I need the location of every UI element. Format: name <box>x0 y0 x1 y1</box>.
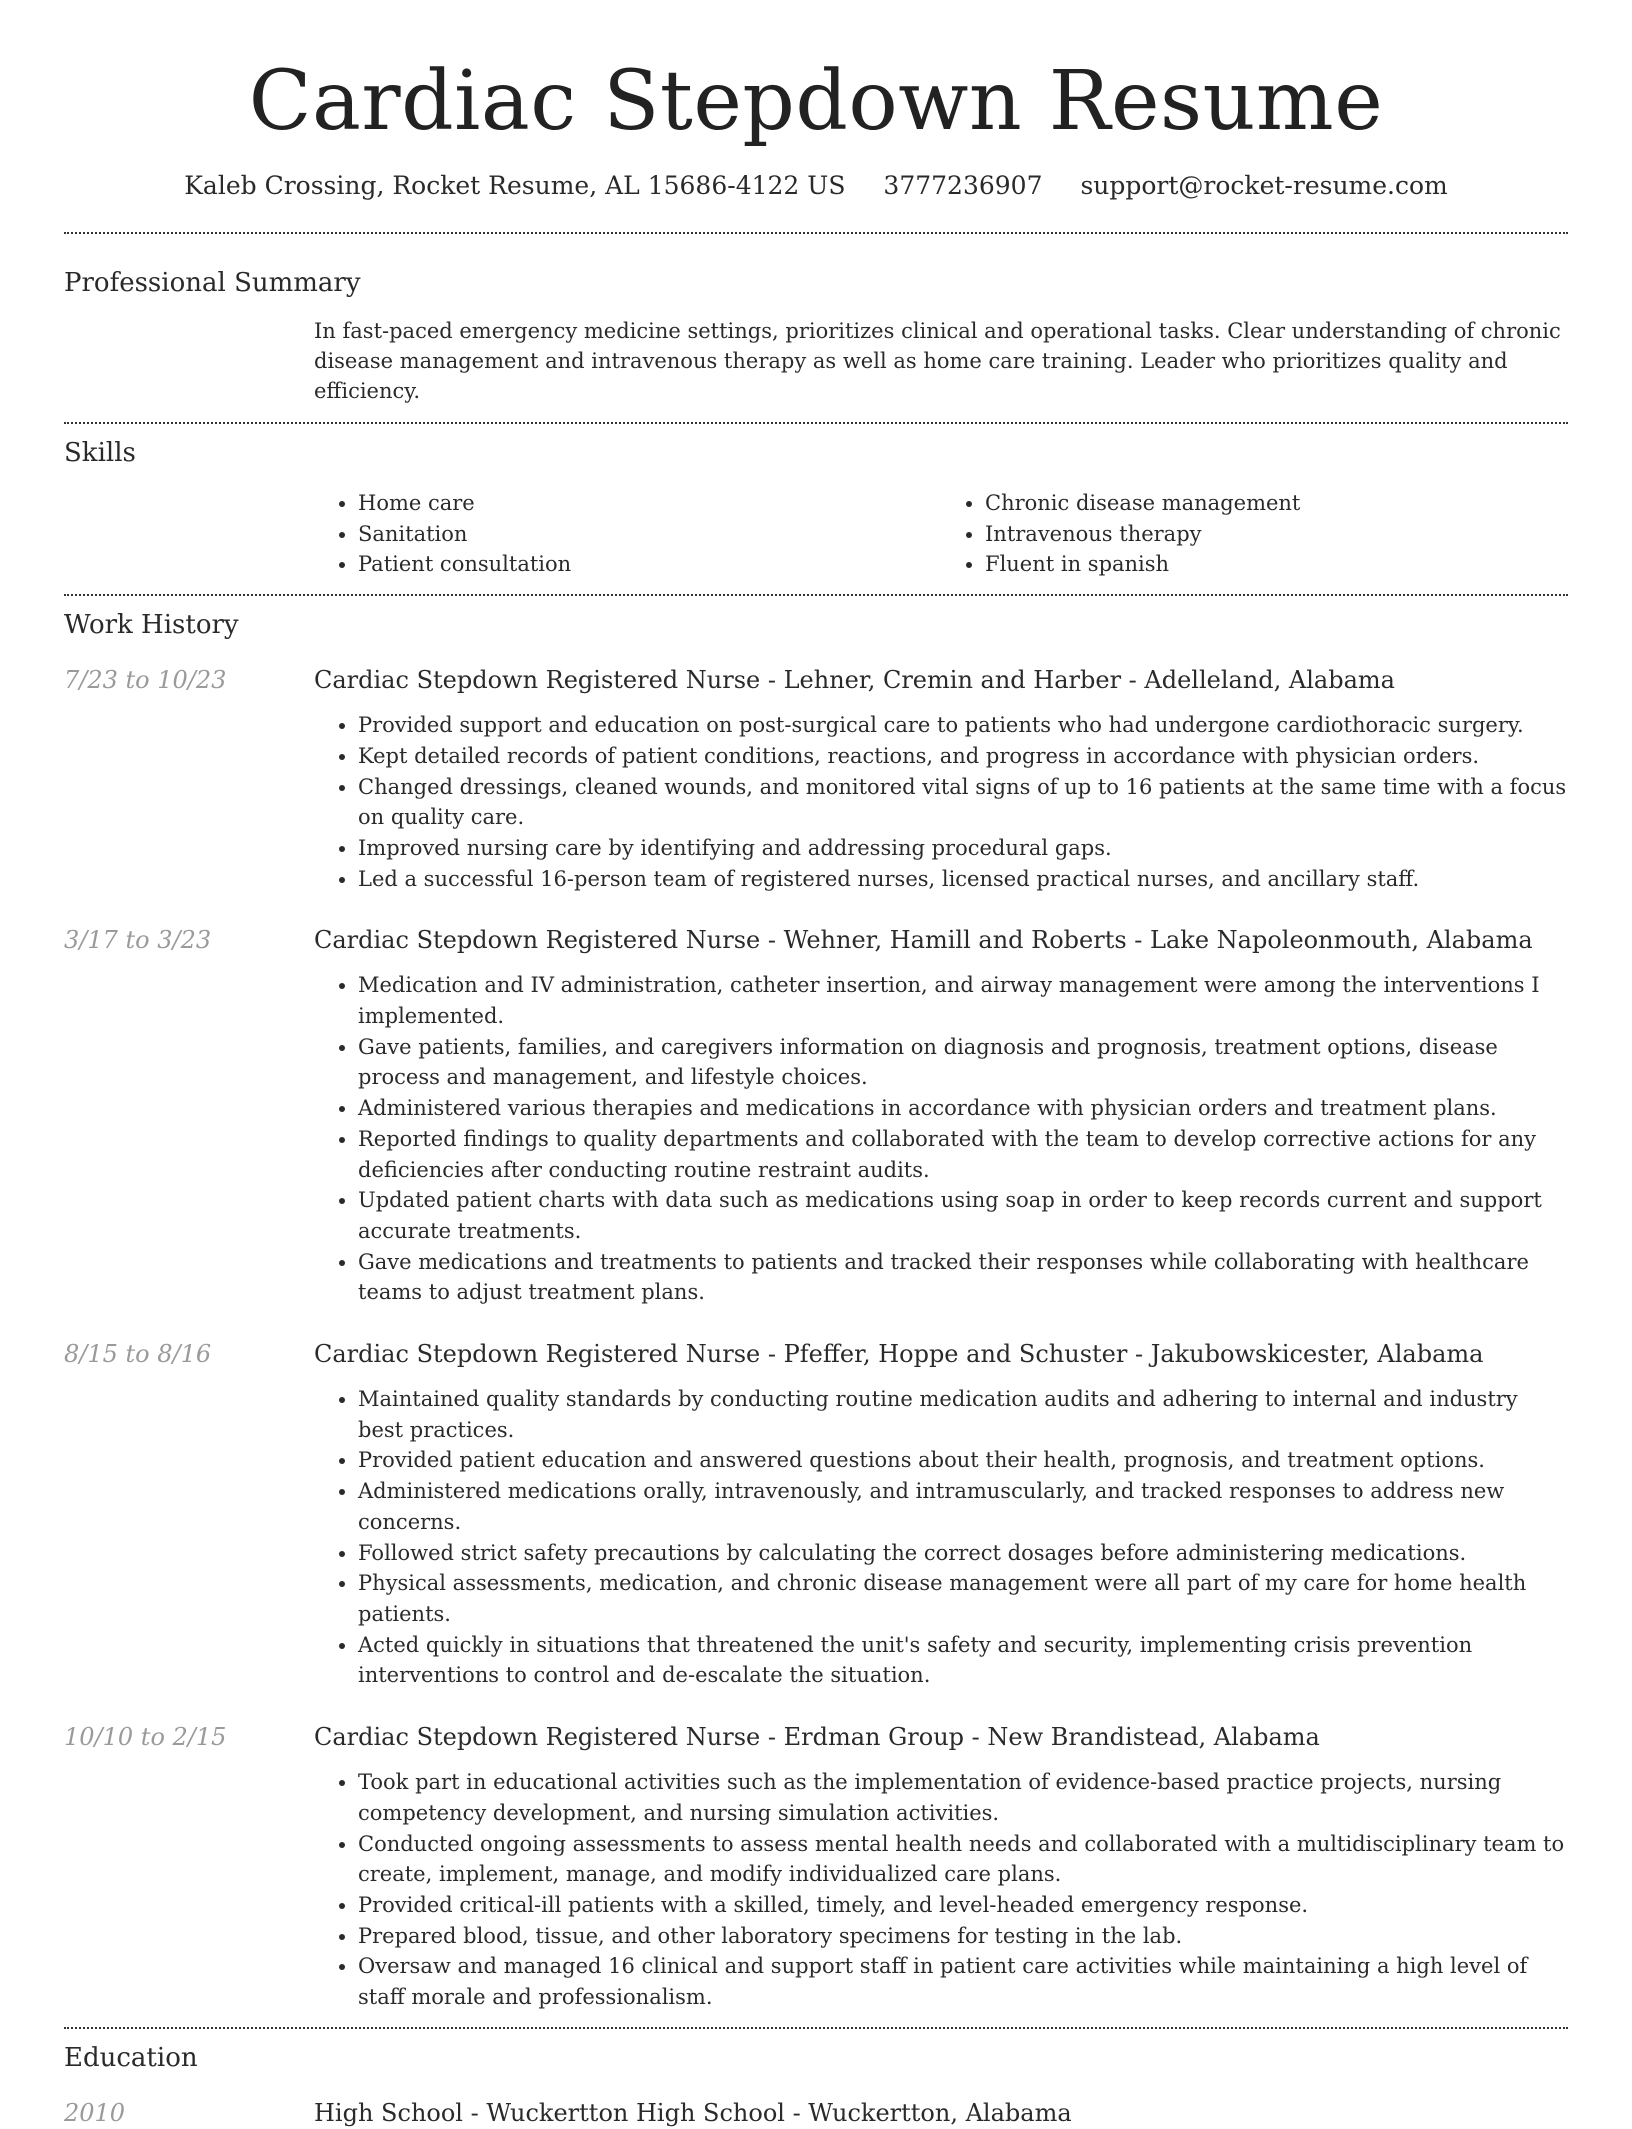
job-title: Cardiac Stepdown Registered Nurse - Wehner, Hamill and Roberts - Lake Napoleonmouth, Alabama <box>314 926 1533 955</box>
job-bullet: • Provided critical-ill patients with a skilled, timely, and level-headed emergency response. <box>358 1890 1568 1921</box>
job-dates: 3/17 to 3/23 <box>64 926 212 955</box>
skill-item: • Home care <box>358 488 941 519</box>
job-title: Cardiac Stepdown Registered Nurse - Lehner, Cremin and Harber - Adelleland, Alabama <box>314 666 1395 695</box>
job-bullets <box>314 710 1568 894</box>
job-bullet: • Maintained quality standards by conducting routine medication audits and adhering to internal and industry best practices. <box>358 1384 1568 1445</box>
job-entry <box>64 664 1568 894</box>
job-bullet: • Improved nursing care by identifying and addressing procedural gaps. <box>358 833 1568 864</box>
skill-item: • Intravenous therapy <box>985 519 1568 550</box>
contact-line <box>64 170 1568 202</box>
education-date: 2010 <box>64 2098 126 2127</box>
summary-text: In fast-paced emergency medicine settings, prioritizes clinical and operational tasks. Clear understanding of chronic disease management and intravenous therapy as well as home care training. Leader who prioritizes quality and efficiency. <box>314 319 1561 403</box>
job-bullets <box>314 1384 1568 1691</box>
contact-phone: 3777236907 <box>883 171 1043 200</box>
skills-section <box>64 436 1568 580</box>
skill-item: • Fluent in spanish <box>985 549 1568 580</box>
job-bullet: • Changed dressings, cleaned wounds, and monitored vital signs of up to 16 patients at the same time with a focus on quality care. <box>358 772 1568 833</box>
skill-item: • Sanitation <box>358 519 941 550</box>
job-bullet: • Reported findings to quality departments and collaborated with the team to develop corrective actions for any deficiencies after conducting routine restraint audits. <box>358 1124 1568 1185</box>
job-bullet: • Conducted ongoing assessments to assess mental health needs and collaborated with a multidisciplinary team to create, implement, manage, and modify individualized care plans. <box>358 1829 1568 1890</box>
job-header <box>64 664 1568 696</box>
job-bullet: • Administered medications orally, intravenously, and intramuscularly, and tracked responses to address new concerns. <box>358 1476 1568 1537</box>
job-bullet: • Kept detailed records of patient conditions, reactions, and progress in accordance with physician orders. <box>358 741 1568 772</box>
skill-item: • Patient consultation <box>358 549 941 580</box>
skills-column-right <box>941 488 1568 580</box>
section-divider <box>64 594 1568 596</box>
work-history-section <box>64 608 1568 2013</box>
job-bullet: • Medication and IV administration, catheter insertion, and airway management were among the interventions I implemented. <box>358 970 1568 1031</box>
job-header <box>64 924 1568 956</box>
job-title: Cardiac Stepdown Registered Nurse - Pfeffer, Hoppe and Schuster - Jakubowskicester, Alabama <box>314 1340 1484 1369</box>
education-title: High School - Wuckertton High School - Wuckertton, Alabama <box>314 2098 1072 2127</box>
resume-title: Cardiac Stepdown Resume <box>248 54 1384 149</box>
contact-address: Kaleb Crossing, Rocket Resume, AL 15686-4122 US <box>184 171 846 200</box>
job-entry <box>64 924 1568 1308</box>
section-divider <box>64 422 1568 424</box>
job-bullet: • Administered various therapies and medications in accordance with physician orders and treatment plans. <box>358 1093 1568 1124</box>
resume-page <box>64 0 1568 2129</box>
job-bullets <box>314 970 1568 1308</box>
contact-email[interactable]: support@rocket-resume.com <box>1080 171 1448 200</box>
job-dates: 7/23 to 10/23 <box>64 666 227 695</box>
job-dates: 10/10 to 2/15 <box>64 1723 227 1752</box>
education-entry <box>64 2097 1568 2129</box>
skills-column-left <box>314 488 941 580</box>
summary-section <box>64 266 1568 406</box>
work-history-heading: Work History <box>64 610 239 641</box>
job-bullet: • Provided support and education on post-surgical care to patients who had undergone cardiothoracic surgery. <box>358 710 1568 741</box>
section-divider <box>64 2027 1568 2029</box>
job-bullet: • Oversaw and managed 16 clinical and support staff in patient care activities while maintaining a high level of staff morale and professionalism. <box>358 1951 1568 2012</box>
summary-heading: Professional Summary <box>64 268 361 298</box>
education-heading: Education <box>64 2042 198 2073</box>
job-bullet: • Physical assessments, medication, and chronic disease management were all part of my care for home health patients. <box>358 1568 1568 1629</box>
skills-list <box>314 488 1568 580</box>
job-entry <box>64 1338 1568 1691</box>
job-bullet: • Led a successful 16-person team of registered nurses, licensed practical nurses, and ancillary staff. <box>358 864 1568 895</box>
skill-item: • Chronic disease management <box>985 488 1568 519</box>
job-bullet: • Gave patients, families, and caregivers information on diagnosis and prognosis, treatment options, disease process and management, and lifestyle choices. <box>358 1032 1568 1093</box>
job-entry <box>64 1721 1568 2013</box>
job-bullet: • Updated patient charts with data such as medications using soap in order to keep records current and support accurate treatments. <box>358 1185 1568 1246</box>
job-bullet: • Prepared blood, tissue, and other laboratory specimens for testing in the lab. <box>358 1921 1568 1952</box>
job-header <box>64 1338 1568 1370</box>
job-bullet: • Provided patient education and answered questions about their health, prognosis, and treatment options. <box>358 1445 1568 1476</box>
job-bullet: • Gave medications and treatments to patients and tracked their responses while collaborating with healthcare teams to adjust treatment plans. <box>358 1247 1568 1308</box>
job-title: Cardiac Stepdown Registered Nurse - Erdman Group - New Brandistead, Alabama <box>314 1723 1320 1752</box>
job-header <box>64 1721 1568 1753</box>
job-bullet: • Acted quickly in situations that threatened the unit's safety and security, implementing crisis prevention interventions to control and de-escalate the situation. <box>358 1630 1568 1691</box>
job-dates: 8/15 to 8/16 <box>64 1340 212 1369</box>
job-bullet: • Took part in educational activities such as the implementation of evidence-based practice projects, nursing competency development, and nursing simulation activities. <box>358 1767 1568 1828</box>
education-section <box>64 2041 1568 2129</box>
skills-heading: Skills <box>64 438 136 468</box>
section-divider <box>64 232 1568 234</box>
job-bullet: • Followed strict safety precautions by calculating the correct dosages before administering medications. <box>358 1538 1568 1569</box>
job-bullets <box>314 1767 1568 2013</box>
